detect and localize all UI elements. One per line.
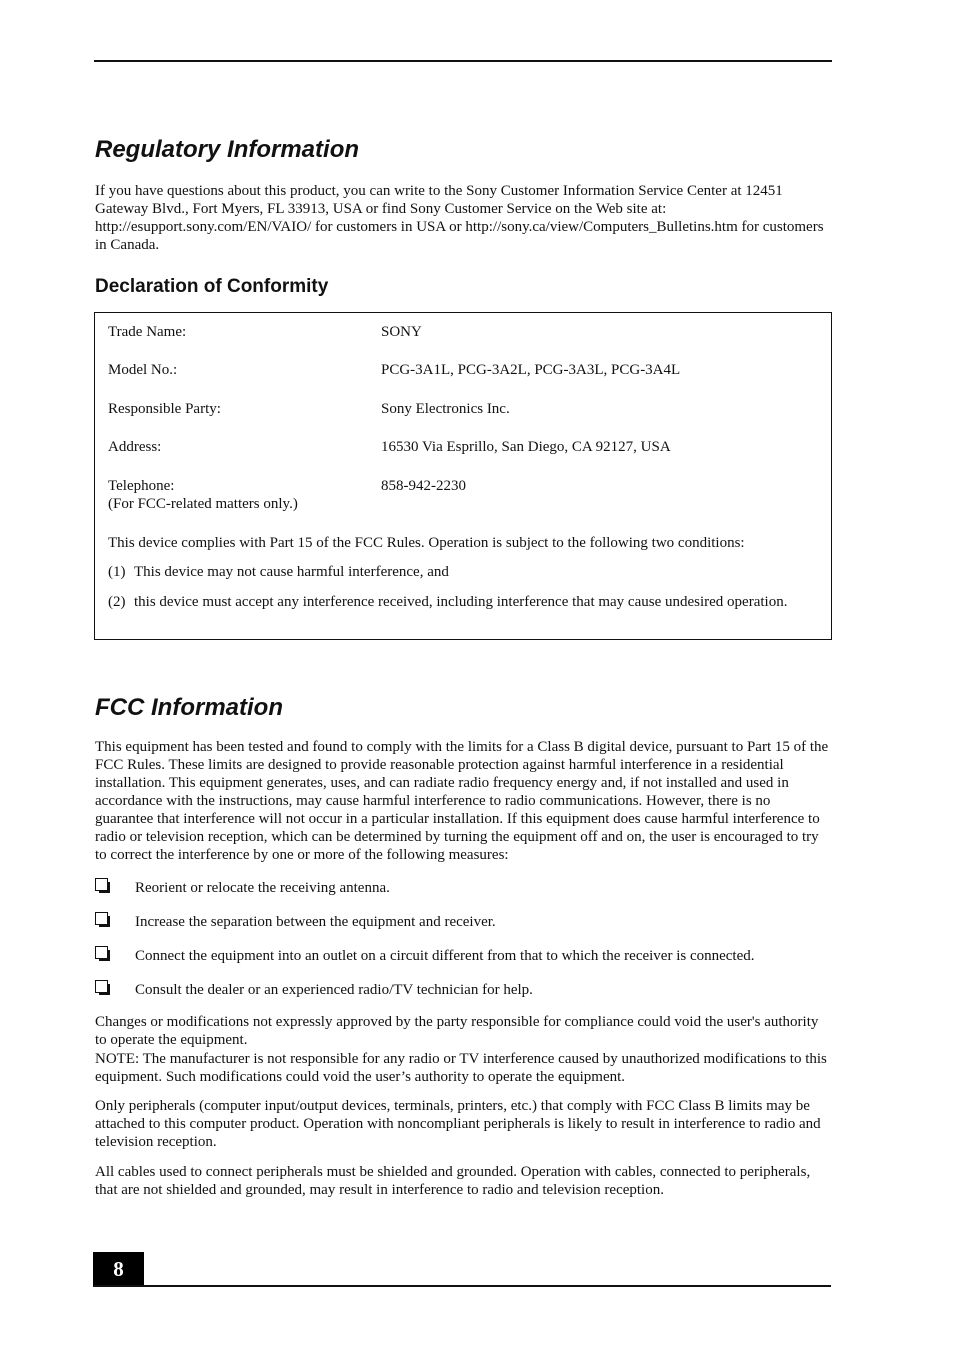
row-value: 858-942-2230 — [381, 478, 466, 494]
row-label: (For FCC-related matters only.) — [108, 496, 298, 512]
row-value: Sony Electronics Inc. — [381, 401, 510, 417]
condition-text: This device may not cause harmful interference, and — [134, 564, 449, 580]
checkbox-bullet-icon — [95, 878, 108, 891]
condition-number: (2) — [108, 594, 126, 610]
row-value: PCG-3A1L, PCG-3A2L, PCG-3A3L, PCG-3A4L — [381, 362, 681, 378]
regulatory-title: Regulatory Information — [95, 136, 360, 163]
peripherals-paragraph: Only peripherals (computer input/output devices, terminals, printers, etc.) that comply with FCC Class B limits may be attached to this computer product. Operation with noncompliant peripherals is likely to result in interference to radio and television reception. — [95, 1098, 821, 1150]
condition-text: this device must accept any interference received, including interference that may cause undesired operation. — [134, 594, 788, 610]
measure-item — [95, 878, 831, 898]
checkbox-bullet-icon — [95, 980, 108, 993]
row-value: SONY — [381, 324, 422, 340]
declaration-title: Declaration of Conformity — [95, 276, 329, 297]
measure-text: Reorient or relocate the receiving antenna. — [135, 880, 390, 896]
row-label: Telephone: — [108, 478, 175, 494]
condition-number: (1) — [108, 564, 126, 580]
checkbox-bullet-icon — [95, 912, 108, 925]
measure-item — [95, 912, 831, 932]
measure-text: Consult the dealer or an experienced radio/TV technician for help. — [135, 982, 533, 998]
page-number: 8 — [93, 1252, 144, 1287]
changes-paragraph: Changes or modifications not expressly approved by the party responsible for compliance could void the user's authority to operate the equipment. — [95, 1014, 819, 1048]
row-label: Address: — [108, 439, 162, 455]
row-value: 16530 Via Esprillo, San Diego, CA 92127, USA — [381, 439, 671, 455]
row-label: Trade Name: — [108, 324, 187, 340]
row-label: Model No.: — [108, 362, 178, 378]
measure-text: Increase the separation between the equipment and receiver. — [135, 914, 496, 930]
measure-item — [95, 980, 831, 1000]
regulatory-intro: If you have questions about this product, you can write to the Sony Customer Information Service Center at 12451 Gateway Blvd., Fort Myers, FL 33913, USA or find Sony Customer Service on the Web site at: http://esupport.sony.com/EN/VAIO/ for customers in USA or http://sony.ca/view/Computers_Bulletins.htm for customers in Canada. — [95, 183, 824, 253]
declaration-box — [94, 312, 832, 640]
note-paragraph: NOTE: The manufacturer is not responsible for any radio or TV interference caused by unauthorized modifications to this equipment. Such modifications could void the user’s authority to operate the equipment. — [95, 1051, 827, 1085]
fcc-title: FCC Information — [95, 694, 283, 721]
measure-text: Connect the equipment into an outlet on a circuit different from that to which the receiver is connected. — [135, 948, 755, 964]
header-rule — [94, 60, 832, 62]
fcc-compliance-statement: This device complies with Part 15 of the FCC Rules. Operation is subject to the following two conditions: — [108, 535, 745, 551]
fcc-paragraph: This equipment has been tested and found to comply with the limits for a Class B digital device, pursuant to Part 15 of the FCC Rules. These limits are designed to provide reasonable protection against harmful interference in a residential installation. This equipment generates, uses, and can radiate radio frequency energy and, if not installed and used in accordance with the instructions, may cause harmful interference to radio communications. However, there is no guarantee that interference will not occur in a particular installation. If this equipment does cause harmful interference to radio or television reception, which can be determined by turning the equipment off and on, the user is encouraged to try to correct the interference by one or more of the following measures: — [95, 739, 829, 863]
footer-rule — [93, 1285, 831, 1287]
measure-item — [95, 946, 831, 966]
cables-paragraph: All cables used to connect peripherals must be shielded and grounded. Operation with cables, connected to peripherals, that are not shielded and grounded, may result in interference to radio and television reception. — [95, 1164, 811, 1198]
row-label: Responsible Party: — [108, 401, 221, 417]
checkbox-bullet-icon — [95, 946, 108, 959]
